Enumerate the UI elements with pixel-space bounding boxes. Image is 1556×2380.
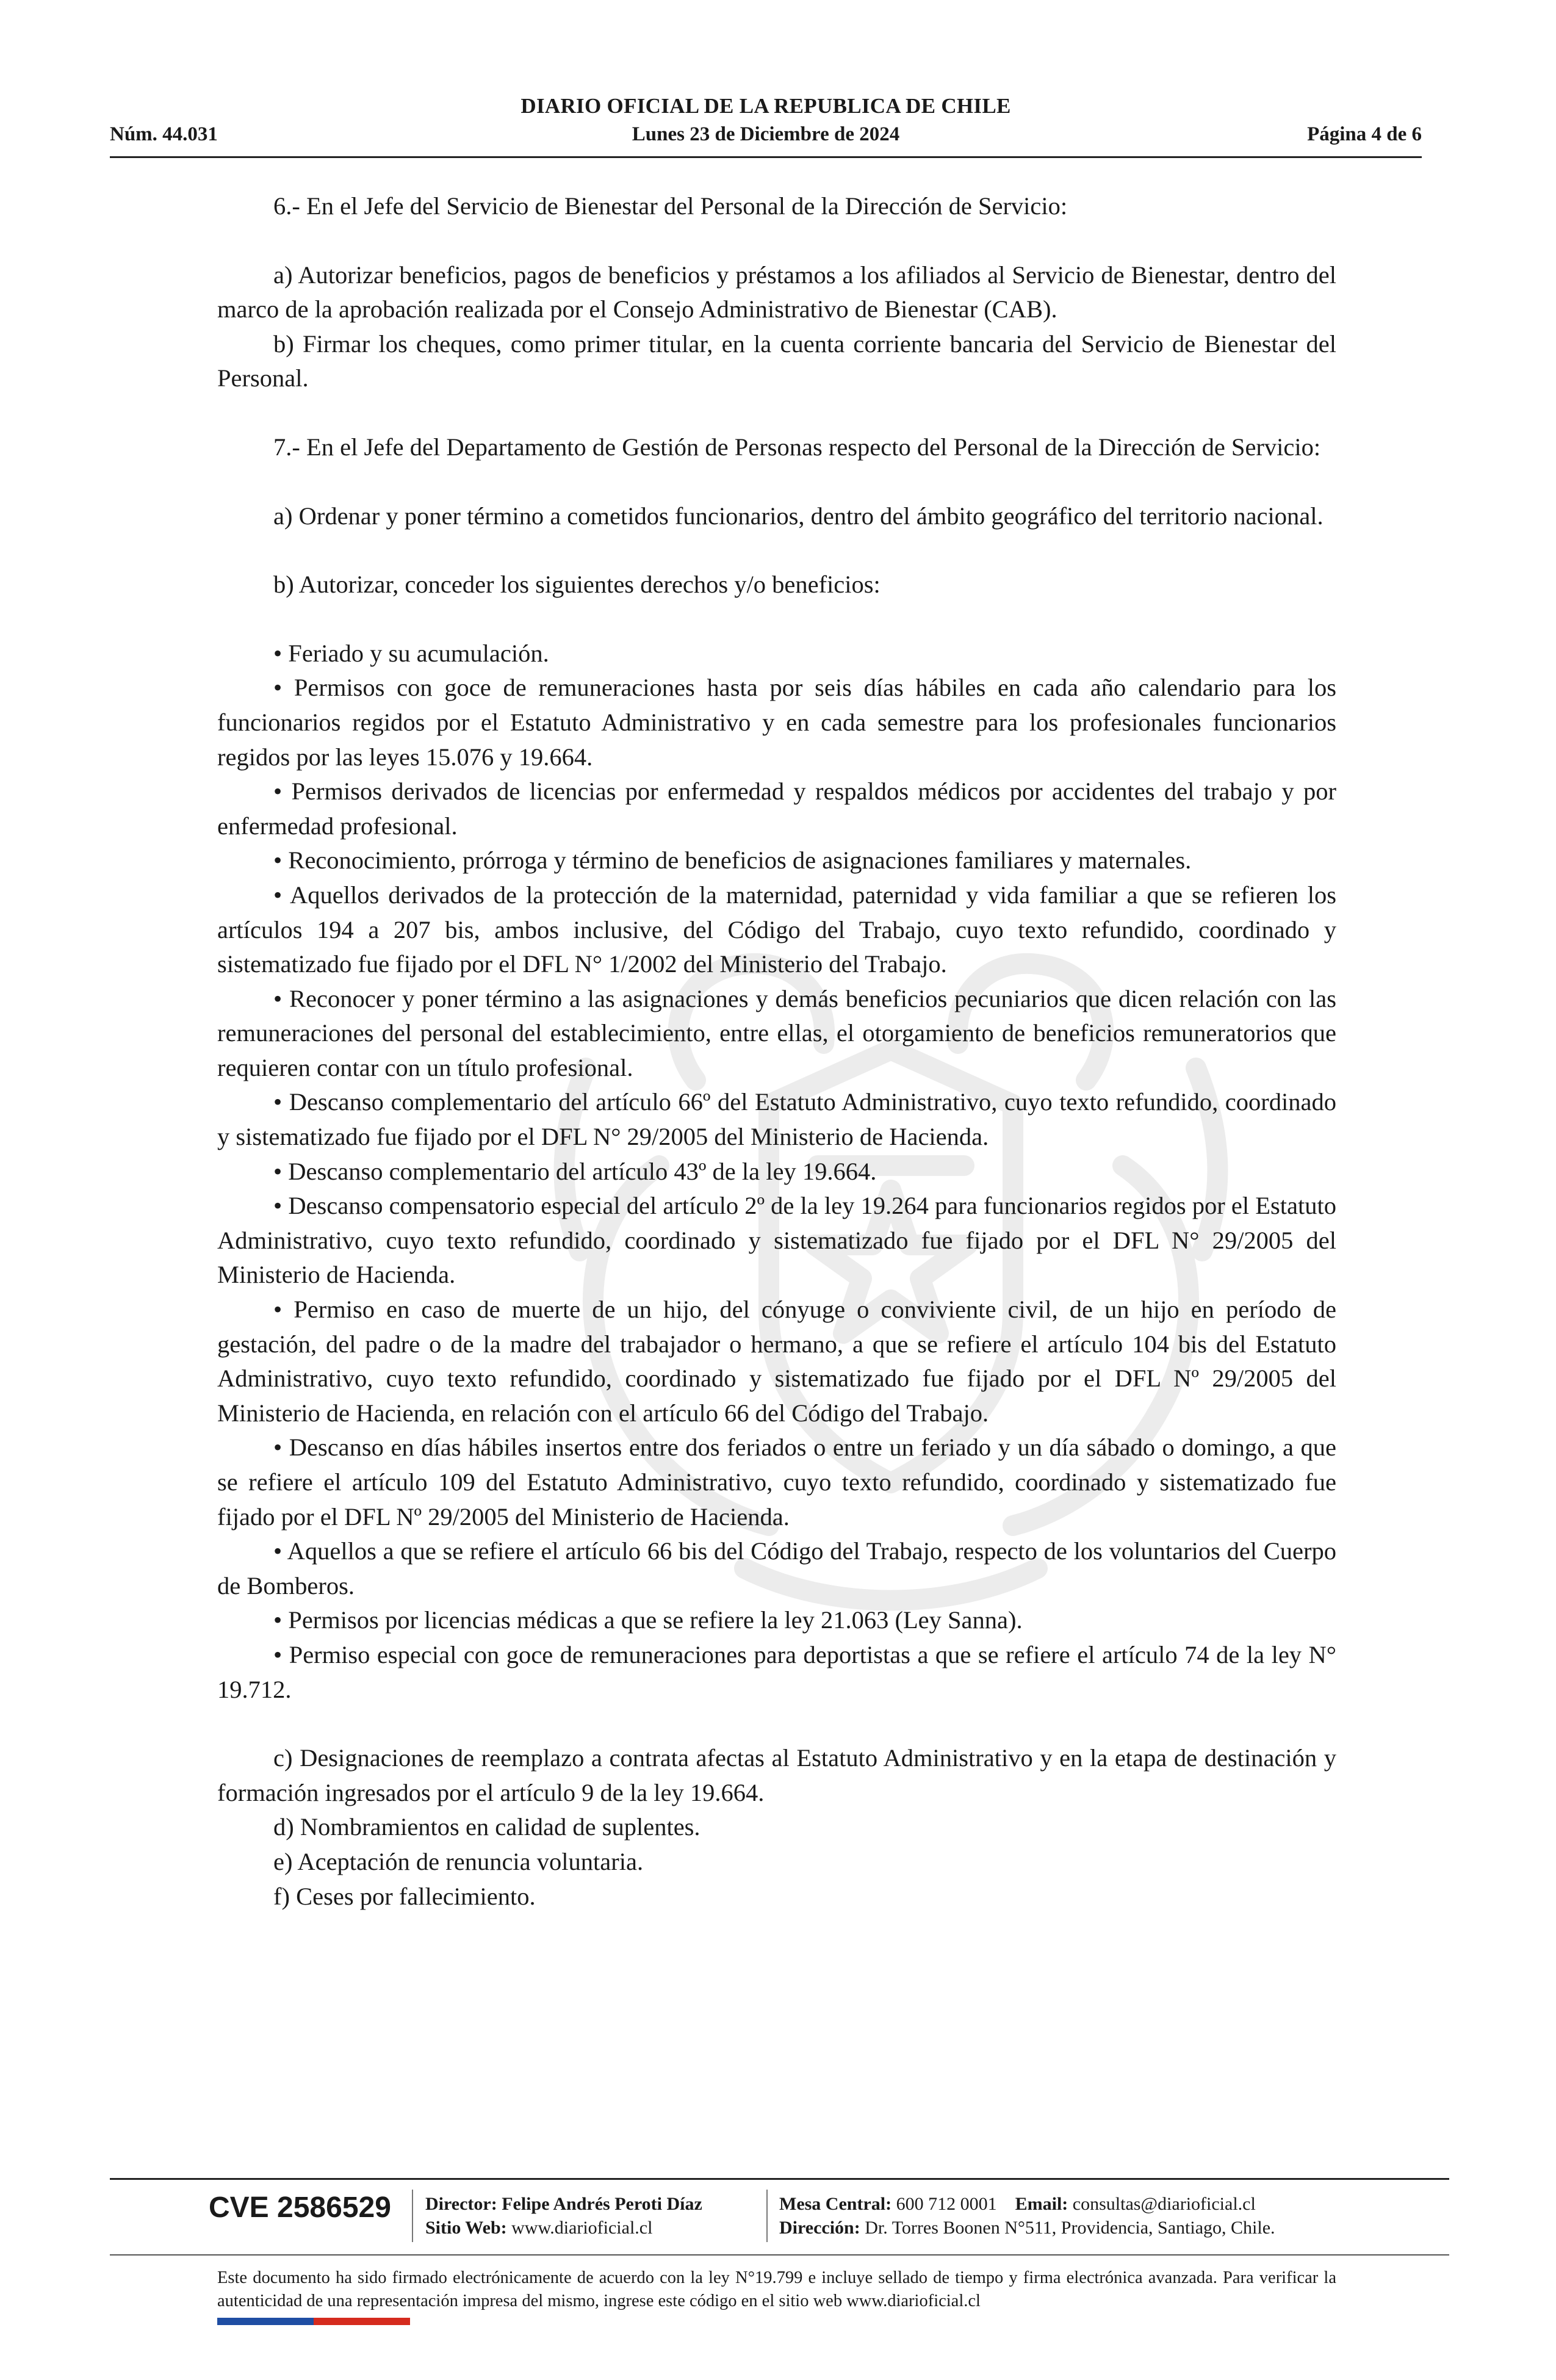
page-number: Página 4 de 6: [1307, 123, 1422, 145]
paragraph-6b: b) Firmar los cheques, como primer titular, en la cuenta corriente bancaria del Servicio de Bienestar del Personal.: [217, 330, 1336, 392]
paragraph-6a: a) Autorizar beneficios, pagos de beneficios y préstamos a los afiliados al Servicio de Bienestar, dentro del marco de la aprobación realizada por el Consejo Administrativo de Bienestar (CAB).: [217, 261, 1336, 323]
page-header: [110, 92, 1422, 159]
email-label: Email:: [1015, 2194, 1068, 2214]
document-body: [217, 189, 1336, 1914]
cve-code: CVE 2586529: [209, 2191, 391, 2224]
flag-red-segment: [314, 2318, 410, 2325]
bullet-item: • Reconocer y poner término a las asignaciones y demás beneficios pecuniarios que dicen relación con las remuneraciones del personal del establecimiento, entre ellas, el otorgamiento de beneficios remuneratorios que requieren contar con un título profesional.: [217, 984, 1336, 1081]
legal-notice: Este documento ha sido firmado electrónicamente de acuerdo con la ley N°19.799 e incluye sellado de tiempo y firma electrónica avanzada. Para verificar la autenticidad de una representación impresa del mismo, ingrese este código en el sitio web www.diarioficial.cl: [217, 2268, 1336, 2310]
issue-number: Núm. 44.031: [110, 123, 218, 145]
phone-label: Mesa Central:: [779, 2194, 892, 2214]
address-label: Dirección:: [779, 2218, 860, 2238]
bullet-item: • Descanso complementario del artículo 66º del Estatuto Administrativo, cuyo texto refundido, coordinado y sistematizado fue fijado por el DFL N° 29/2005 del Ministerio de Hacienda.: [217, 1088, 1336, 1151]
bullet-item: • Permiso especial con goce de remuneraciones para deportistas a que se refiere el artículo 74 de la ley N° 19.712.: [217, 1640, 1336, 1703]
paragraph-7c: c) Designaciones de reemplazo a contrata afectas al Estatuto Administrativo y en la etapa de destinación y formación ingresados por el artículo 9 de la ley 19.664.: [217, 1744, 1336, 1806]
flag-stripe: [217, 2318, 410, 2325]
bullet-item: • Permisos con goce de remuneraciones hasta por seis días hábiles en cada año calendario para los funcionarios regidos por el Estatuto Administrativo y en cada semestre para los profesionales funcionarios regidos por las leyes 15.076 y 19.664.: [217, 674, 1336, 771]
director-block: [425, 2192, 702, 2240]
paragraph-7f: f) Ceses por fallecimiento.: [273, 1882, 536, 1910]
paragraph-7a: a) Ordenar y poner término a cometidos funcionarios, dentro del ámbito geográfico del territorio nacional.: [273, 502, 1324, 530]
bullet-item: • Aquellos derivados de la protección de la maternidad, paternidad y vida familiar a que se refieren los artículos 194 a 207 bis, ambos inclusive, del Código del Trabajo, cuyo texto refundido, coordinado y sistematizado fue fijado por el DFL N° 1/2002 del Ministerio del Trabajo.: [217, 881, 1336, 978]
phone-number: 600 712 0001: [896, 2194, 997, 2214]
header-divider: [110, 156, 1422, 158]
paragraph-7d: d) Nombramientos en calidad de suplentes.: [273, 1813, 701, 1841]
footer-divider-lower: [110, 2254, 1449, 2256]
flag-blue-segment: [217, 2318, 314, 2325]
paragraph-7e: e) Aceptación de renuncia voluntaria.: [273, 1847, 644, 1875]
website-label: Sitio Web:: [425, 2218, 507, 2238]
publication-title: DIARIO OFICIAL DE LA REPUBLICA DE CHILE: [520, 94, 1011, 118]
paragraph-7b: b) Autorizar, conceder los siguientes derechos y/o beneficios:: [273, 571, 881, 599]
bullet-item: • Feriado y su acumulación.: [273, 639, 549, 667]
bullet-item: • Reconocimiento, prórroga y término de beneficios de asignaciones familiares y maternales.: [273, 846, 1192, 874]
director-name: Felipe Andrés Peroti Díaz: [502, 2194, 702, 2214]
bullet-item: • Descanso complementario del artículo 43º de la ley 19.664.: [273, 1157, 877, 1185]
bullet-item: • Permisos derivados de licencias por enfermedad y respaldos médicos por accidentes del trabajo y por enfermedad profesional.: [217, 777, 1336, 840]
website-link[interactable]: www.diarioficial.cl: [511, 2218, 653, 2238]
footer-separator: [766, 2190, 768, 2242]
footer-separator: [412, 2190, 413, 2242]
contact-block: [779, 2192, 1275, 2240]
footer-divider: [110, 2178, 1449, 2180]
issue-date: Lunes 23 de Diciembre de 2024: [632, 123, 900, 145]
bullet-item: • Descanso compensatorio especial del artículo 2º de la ley 19.264 para funcionarios regidos por el Estatuto Administrativo, cuyo texto refundido, coordinado y sistematizado fue fijado por el DFL N° 29/2005 del Ministerio de Hacienda.: [217, 1192, 1336, 1289]
bullet-item: • Descanso en días hábiles insertos entre dos feriados o entre un feriado y un día sábado o domingo, a que se refiere el artículo 109 del Estatuto Administrativo, cuyo texto refundido, coordinado y sistematizado fue fijado por el DFL Nº 29/2005 del Ministerio de Hacienda.: [217, 1433, 1336, 1531]
bullet-item: • Aquellos a que se refiere el artículo 66 bis del Código del Trabajo, respecto de los voluntarios del Cuerpo de Bomberos.: [217, 1537, 1336, 1599]
address-text: Dr. Torres Boonen N°511, Providencia, Santiago, Chile.: [865, 2218, 1275, 2238]
paragraph-item-7: 7.- En el Jefe del Departamento de Gestión de Personas respecto del Personal de la Dirección de Servicio:: [273, 433, 1321, 461]
email-link[interactable]: consultas@diarioficial.cl: [1072, 2194, 1256, 2214]
director-label: Director:: [425, 2194, 497, 2214]
paragraph-item-6: 6.- En el Jefe del Servicio de Bienestar del Personal de la Dirección de Servicio:: [273, 192, 1068, 220]
bullet-item: • Permiso en caso de muerte de un hijo, del cónyuge o conviviente civil, de un hijo en período de gestación, del padre o de la madre del trabajador o hermano, a que se refiere el artículo 104 bis del Estatuto Administrativo, cuyo texto refundido, coordinado y sistematizado fue fijado por el DFL Nº 29/2005 del Ministerio de Hacienda, en relación con el artículo 66 del Código del Trabajo.: [217, 1296, 1336, 1427]
bullet-item: • Permisos por licencias médicas a que se refiere la ley 21.063 (Ley Sanna).: [273, 1606, 1023, 1634]
